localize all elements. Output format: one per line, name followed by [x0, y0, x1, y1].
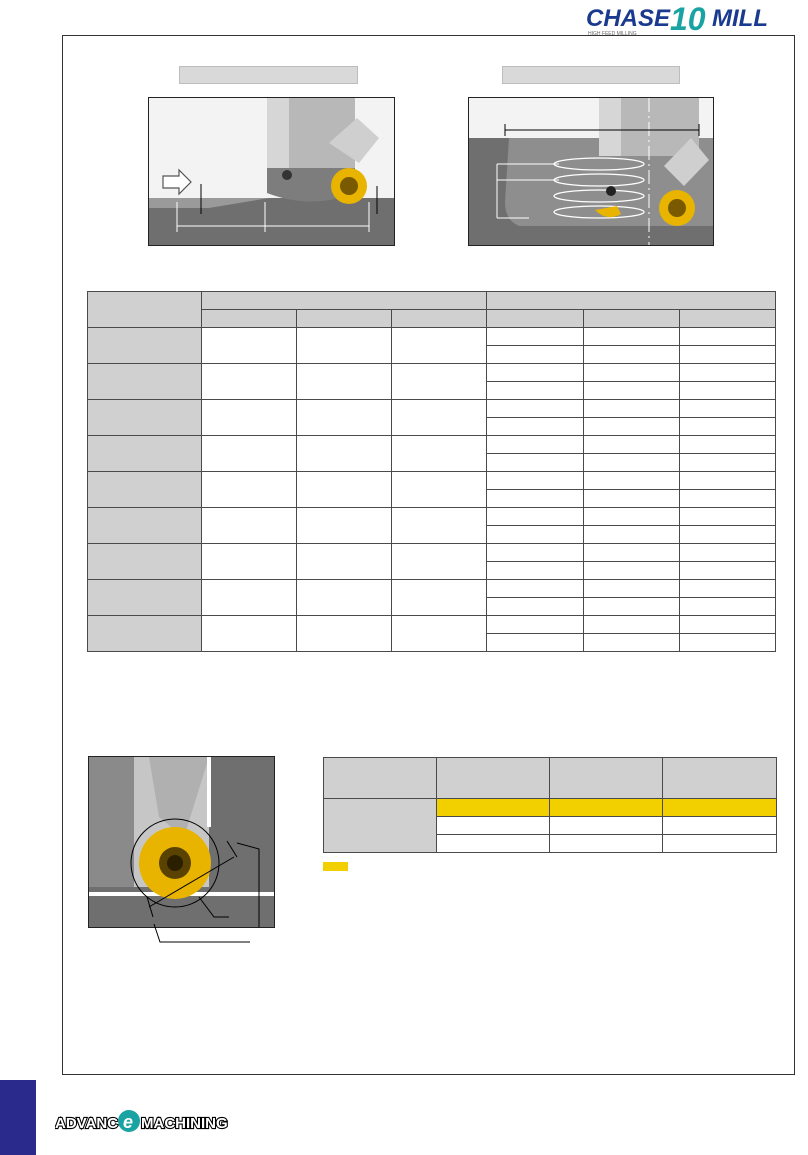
table-corner-header: [88, 292, 202, 328]
legend-swatch-yellow: [323, 862, 348, 871]
callout-line: [152, 924, 252, 944]
table-row: [88, 472, 776, 490]
table-row: [88, 328, 776, 346]
table-row: [88, 616, 776, 634]
row-label: [88, 472, 202, 508]
table-row: [88, 544, 776, 562]
advance-machining-logo: [55, 1109, 230, 1135]
main-data-table: [87, 291, 776, 652]
row-label: [88, 544, 202, 580]
table-row: [88, 436, 776, 454]
column-group-1: [202, 292, 487, 310]
sub-column-header: [297, 310, 392, 328]
side-page-tab: [0, 1080, 36, 1155]
table-row: [88, 364, 776, 382]
row-label: [88, 616, 202, 652]
row-label: [88, 580, 202, 616]
table-row: [324, 799, 777, 817]
sub-column-header: [392, 310, 487, 328]
svg-text:HIGH FEED MILLING: HIGH FEED MILLING: [588, 31, 637, 37]
row-label: [88, 364, 202, 400]
small-table-header: [550, 758, 663, 799]
svg-text:e: e: [123, 1112, 134, 1132]
small-data-table: [323, 757, 777, 853]
right-figure-caption: [502, 66, 680, 84]
sub-column-header: [202, 310, 297, 328]
left-figure-caption: [179, 66, 358, 84]
row-label: [88, 436, 202, 472]
helical-diagram: [468, 97, 714, 246]
svg-text:CHASE: CHASE: [586, 5, 671, 32]
svg-text:MACHINING: MACHINING: [141, 1115, 228, 1132]
svg-text:ADVANC: ADVANC: [55, 1115, 119, 1132]
row-label: [88, 328, 202, 364]
table-row: [88, 400, 776, 418]
svg-text:10: 10: [670, 2, 706, 37]
table-row: [88, 508, 776, 526]
row-label: [88, 508, 202, 544]
table-row: [88, 580, 776, 598]
chase-10-mill-logo: [584, 2, 794, 38]
svg-text:MILL: MILL: [712, 5, 768, 32]
ramping-diagram: [148, 97, 395, 246]
highlighted-cell: [550, 799, 663, 817]
sub-column-header: [487, 310, 584, 328]
small-table-header: [663, 758, 777, 799]
row-label: [88, 400, 202, 436]
small-table-header: [437, 758, 550, 799]
highlighted-cell: [663, 799, 777, 817]
sub-column-header: [680, 310, 776, 328]
insert-closeup-diagram: [88, 756, 275, 928]
small-table-row-label: [324, 799, 437, 853]
sub-column-header: [584, 310, 680, 328]
column-group-2: [487, 292, 776, 310]
highlighted-cell: [437, 799, 550, 817]
small-table-header: [324, 758, 437, 799]
